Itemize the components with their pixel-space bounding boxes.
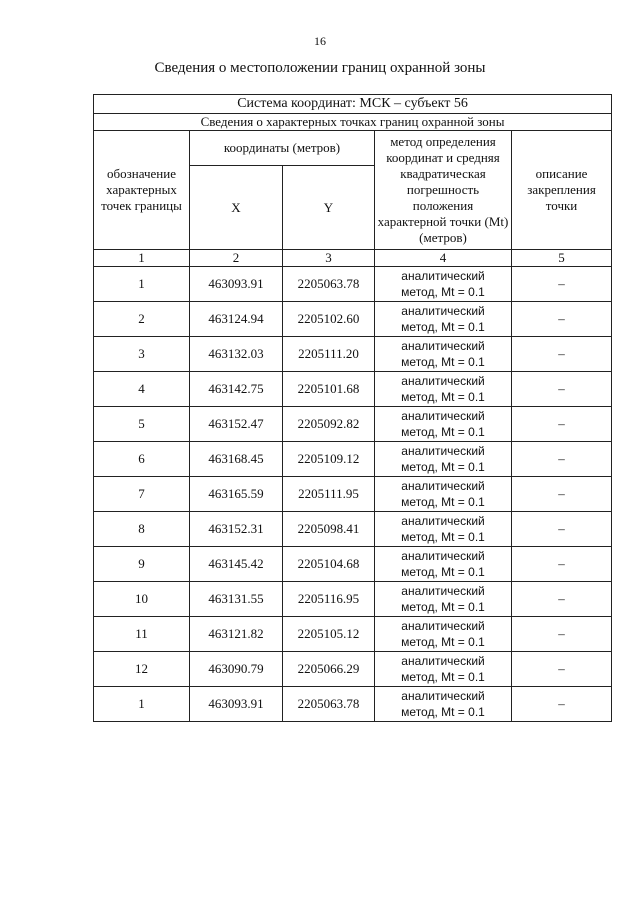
method-line2: метод, Mt = 0.1 xyxy=(401,635,485,649)
column-number: 2 xyxy=(190,250,283,267)
table-row xyxy=(94,652,612,687)
x-coordinate-cell: 463093.91 xyxy=(190,687,283,722)
y-coordinate-cell: 2205104.68 xyxy=(283,547,375,582)
point-number-cell: 1 xyxy=(94,687,190,722)
description-cell: – xyxy=(512,547,612,582)
column-number: 4 xyxy=(375,250,512,267)
method-line1: аналитический xyxy=(401,689,485,703)
y-coordinate-cell: 2205098.41 xyxy=(283,512,375,547)
point-number-cell: 6 xyxy=(94,442,190,477)
table-row xyxy=(94,372,612,407)
method-cell xyxy=(375,652,512,687)
x-coordinate-cell: 463090.79 xyxy=(190,652,283,687)
method-line2: метод, Mt = 0.1 xyxy=(401,425,485,439)
method-line2: метод, Mt = 0.1 xyxy=(401,320,485,334)
description-cell: – xyxy=(512,267,612,302)
method-line1: аналитический xyxy=(401,619,485,633)
method-cell xyxy=(375,337,512,372)
table-row xyxy=(94,582,612,617)
method-line1: аналитический xyxy=(401,374,485,388)
x-coordinate-cell: 463168.45 xyxy=(190,442,283,477)
x-coordinate-cell: 463145.42 xyxy=(190,547,283,582)
point-number-cell: 4 xyxy=(94,372,190,407)
description-cell: – xyxy=(512,337,612,372)
y-coordinate-cell: 2205066.29 xyxy=(283,652,375,687)
y-coordinate-cell: 2205111.20 xyxy=(283,337,375,372)
description-cell: – xyxy=(512,302,612,337)
x-coordinate-cell: 463152.31 xyxy=(190,512,283,547)
method-line2: метод, Mt = 0.1 xyxy=(401,600,485,614)
method-line1: аналитический xyxy=(401,584,485,598)
point-number-cell: 5 xyxy=(94,407,190,442)
table-row xyxy=(94,337,612,372)
x-coordinate-cell: 463152.47 xyxy=(190,407,283,442)
header-y: Y xyxy=(283,166,375,250)
method-line2: метод, Mt = 0.1 xyxy=(401,495,485,509)
method-cell xyxy=(375,687,512,722)
method-cell xyxy=(375,442,512,477)
coordinates-table xyxy=(93,94,612,722)
x-coordinate-cell: 463165.59 xyxy=(190,477,283,512)
method-line1: аналитический xyxy=(401,514,485,528)
point-number-cell: 3 xyxy=(94,337,190,372)
section-header: Сведения о характерных точках границ охранной зоны xyxy=(94,114,612,131)
y-coordinate-cell: 2205105.12 xyxy=(283,617,375,652)
description-cell: – xyxy=(512,652,612,687)
header-coordinates: координаты (метров) xyxy=(190,131,375,166)
method-line1: аналитический xyxy=(401,654,485,668)
method-line2: метод, Mt = 0.1 xyxy=(401,460,485,474)
y-coordinate-cell: 2205109.12 xyxy=(283,442,375,477)
y-coordinate-cell: 2205063.78 xyxy=(283,687,375,722)
point-number-cell: 1 xyxy=(94,267,190,302)
x-coordinate-cell: 463124.94 xyxy=(190,302,283,337)
y-coordinate-cell: 2205116.95 xyxy=(283,582,375,617)
point-number-cell: 7 xyxy=(94,477,190,512)
x-coordinate-cell: 463121.82 xyxy=(190,617,283,652)
description-cell: – xyxy=(512,477,612,512)
method-cell xyxy=(375,407,512,442)
y-coordinate-cell: 2205092.82 xyxy=(283,407,375,442)
table-row xyxy=(94,617,612,652)
description-cell: – xyxy=(512,512,612,547)
method-line2: метод, Mt = 0.1 xyxy=(401,530,485,544)
y-coordinate-cell: 2205101.68 xyxy=(283,372,375,407)
description-cell: – xyxy=(512,407,612,442)
method-line2: метод, Mt = 0.1 xyxy=(401,565,485,579)
table-row xyxy=(94,302,612,337)
method-line2: метод, Mt = 0.1 xyxy=(401,355,485,369)
document-title: Сведения о местоположении границ охранной зоны xyxy=(154,60,486,76)
method-cell xyxy=(375,372,512,407)
header-x: X xyxy=(190,166,283,250)
method-line1: аналитический xyxy=(401,304,485,318)
table-row xyxy=(94,512,612,547)
table-row xyxy=(94,407,612,442)
point-number-cell: 9 xyxy=(94,547,190,582)
table-row xyxy=(94,547,612,582)
point-number-cell: 2 xyxy=(94,302,190,337)
method-line2: метод, Mt = 0.1 xyxy=(401,705,485,719)
method-cell xyxy=(375,547,512,582)
method-line2: метод, Mt = 0.1 xyxy=(401,285,485,299)
method-line1: аналитический xyxy=(401,479,485,493)
x-coordinate-cell: 463131.55 xyxy=(190,582,283,617)
x-coordinate-cell: 463132.03 xyxy=(190,337,283,372)
method-cell xyxy=(375,582,512,617)
description-cell: – xyxy=(512,617,612,652)
y-coordinate-cell: 2205111.95 xyxy=(283,477,375,512)
method-line1: аналитический xyxy=(401,269,485,283)
description-cell: – xyxy=(512,687,612,722)
method-cell xyxy=(375,267,512,302)
point-number-cell: 12 xyxy=(94,652,190,687)
column-number: 1 xyxy=(94,250,190,267)
table-row xyxy=(94,442,612,477)
description-cell: – xyxy=(512,582,612,617)
y-coordinate-cell: 2205102.60 xyxy=(283,302,375,337)
header-point-designation: обозначение характерных точек границы xyxy=(94,131,190,250)
method-line2: метод, Mt = 0.1 xyxy=(401,670,485,684)
x-coordinate-cell: 463142.75 xyxy=(190,372,283,407)
x-coordinate-cell: 463093.91 xyxy=(190,267,283,302)
method-line2: метод, Mt = 0.1 xyxy=(401,390,485,404)
description-cell: – xyxy=(512,372,612,407)
method-line1: аналитический xyxy=(401,549,485,563)
header-description: описание закрепления точки xyxy=(512,131,612,250)
table-row xyxy=(94,687,612,722)
page-number: 16 xyxy=(314,34,326,48)
coordinate-system-header: Система координат: МСК – субъект 56 xyxy=(94,95,612,114)
column-number: 3 xyxy=(283,250,375,267)
method-cell xyxy=(375,302,512,337)
method-line1: аналитический xyxy=(401,444,485,458)
method-cell xyxy=(375,477,512,512)
table-row xyxy=(94,267,612,302)
method-cell xyxy=(375,617,512,652)
y-coordinate-cell: 2205063.78 xyxy=(283,267,375,302)
method-line1: аналитический xyxy=(401,409,485,423)
column-number: 5 xyxy=(512,250,612,267)
point-number-cell: 11 xyxy=(94,617,190,652)
method-cell xyxy=(375,512,512,547)
point-number-cell: 8 xyxy=(94,512,190,547)
point-number-cell: 10 xyxy=(94,582,190,617)
table-row xyxy=(94,477,612,512)
method-line1: аналитический xyxy=(401,339,485,353)
description-cell: – xyxy=(512,442,612,477)
header-method: метод определения координат и средняя квадратическая погрешность положения характерной точки (Mt) (метров) xyxy=(375,131,512,250)
